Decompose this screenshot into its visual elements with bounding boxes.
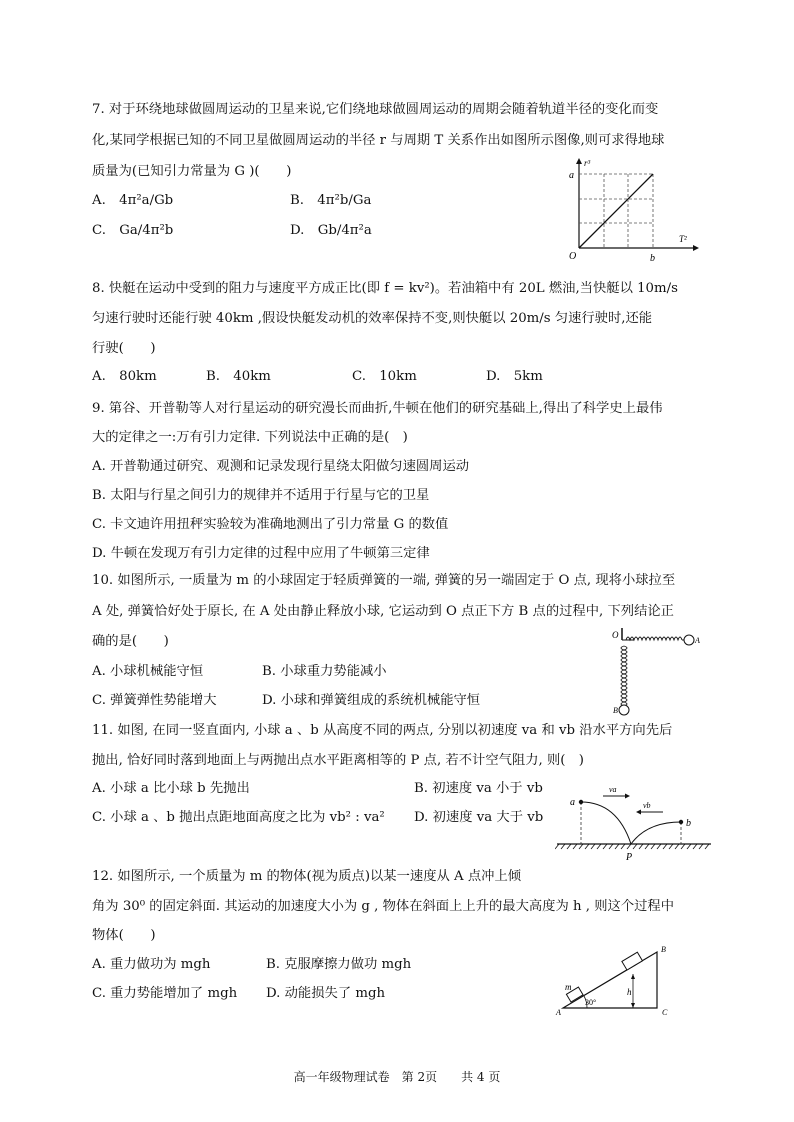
q8-option-c: C. 10km bbox=[352, 369, 417, 384]
q8-line2: 匀速行驶时还能行驶 40km ,假设快艇发动机的效率保持不变,则快艇以 20m/s 匀速行驶时,还能 bbox=[92, 311, 653, 326]
q9-line2: 大的定律之一:万有引力定律. 下列说法中正确的是( ) bbox=[92, 430, 408, 445]
q10-line2: A 处, 弹簧恰好处于原长, 在 A 处由静止释放小球, 它运动到 O 点正下方 B 点的过程中, 下列结论正 bbox=[92, 604, 674, 619]
q10-option-c: C. 弹簧弹性势能增大 bbox=[92, 693, 217, 708]
q12-angle-label: 30° bbox=[585, 998, 597, 1007]
q12-h-label: h bbox=[627, 987, 632, 997]
page-footer: 高一年级物理试卷 第 2页 共 4 页 bbox=[293, 1070, 501, 1084]
q12-option-a: A. 重力做功为 mgh bbox=[92, 957, 211, 972]
q9-line1: 9. 第谷、开普勒等人对行星运动的研究漫长而曲折,牛顿在他们的研究基础上,得出了科学史上最伟 bbox=[92, 401, 663, 416]
q10-option-d: D. 小球和弹簧组成的系统机械能守恒 bbox=[262, 693, 481, 708]
q8-line3: 行驶( ) bbox=[92, 341, 156, 356]
q9-option-d: D. 牛顿在发现万有引力定律的过程中应用了牛顿第三定律 bbox=[92, 546, 430, 561]
q10-o-label: O bbox=[612, 630, 619, 640]
q12-m-label: m bbox=[565, 982, 572, 992]
q12-option-c: C. 重力势能增加了 mgh bbox=[92, 986, 238, 1001]
q7-option-d: D. Gb/4π²a bbox=[290, 223, 372, 238]
q12-option-d: D. 动能损失了 mgh bbox=[266, 986, 386, 1001]
q7-b-label: b bbox=[650, 253, 655, 264]
q11-projectile-figure bbox=[555, 782, 715, 864]
q12-line1: 12. 如图所示, 一个质量为 m 的物体(视为质点)以某一速度从 A 点冲上倾 bbox=[92, 869, 522, 884]
q12-a-label: A bbox=[556, 1008, 561, 1016]
q12-incline-figure bbox=[553, 940, 678, 1016]
q11-option-b: B. 初速度 va 小于 vb bbox=[414, 781, 543, 796]
q11-p-label: P bbox=[626, 852, 633, 863]
q9-option-a: A. 开普勒通过研究、观测和记录发现行星绕太阳做匀速圆周运动 bbox=[92, 459, 470, 474]
q12-line3: 物体( ) bbox=[92, 928, 156, 943]
q11-option-c: C. 小球 a 、b 抛出点距地面高度之比为 vb² : va² bbox=[92, 810, 385, 825]
q8-option-d: D. 5km bbox=[486, 369, 543, 384]
q8-option-b: B. 40km bbox=[206, 369, 271, 384]
q7-option-a: A. 4π²a/Gb bbox=[92, 193, 174, 208]
q10-option-a: A. 小球机械能守恒 bbox=[92, 664, 204, 679]
q7-line2: 化,某同学根据已知的不同卫星做圆周运动的半径 r 与周期 T 关系作出如图所示图像,则可求得地球 bbox=[92, 133, 665, 148]
q11-line1: 11. 如图, 在同一竖直面内, 小球 a 、b 从高度不同的两点, 分别以初速度 va 和 vb 沿水平方向先后 bbox=[92, 723, 673, 738]
q11-option-d: D. 初速度 va 大于 vb bbox=[414, 810, 544, 825]
q7-y-label: r³ bbox=[584, 158, 591, 168]
q10-line1: 10. 如图所示, 一质量为 m 的小球固定于轻质弹簧的一端, 弹簧的另一端固定于 O 点, 现将小球拉至 bbox=[92, 573, 676, 588]
q10-b-label: B bbox=[613, 706, 618, 715]
q11-a-label: a bbox=[570, 797, 575, 808]
q7-a-label: a bbox=[569, 170, 574, 181]
q11-option-a: A. 小球 a 比小球 b 先抛出 bbox=[92, 781, 250, 796]
q7-x-label: T² bbox=[679, 234, 687, 244]
q7-origin-label: O bbox=[569, 251, 577, 262]
q11-b-label: b bbox=[686, 818, 691, 829]
q7-graph bbox=[565, 158, 700, 266]
q8-option-a: A. 80km bbox=[92, 369, 157, 384]
q12-c-label: C bbox=[662, 1008, 668, 1016]
q7-option-b: B. 4π²b/Ga bbox=[290, 193, 372, 208]
q10-option-b: B. 小球重力势能减小 bbox=[262, 664, 387, 679]
q12-line2: 角为 30⁰ 的固定斜面. 其运动的加速度大小为 g , 物体在斜面上上升的最大高度为 h , 则这个过程中 bbox=[92, 899, 675, 914]
q7-line3: 质量为(已知引力常量为 G )( ) bbox=[92, 164, 292, 179]
q11-line2: 抛出, 恰好同时落到地面上与两抛出点水平距离相等的 P 点, 若不计空气阻力, 则( ) bbox=[92, 753, 584, 768]
q11-vb-label: vb bbox=[643, 801, 651, 810]
q9-option-c: C. 卡文迪许用扭秤实验较为准确地测出了引力常量 G 的数值 bbox=[92, 517, 449, 532]
q8-line1: 8. 快艇在运动中受到的阻力与速度平方成正比(即 f = kv²)。若油箱中有 20L 燃油,当快艇以 10m/s bbox=[92, 281, 678, 296]
q9-option-b: B. 太阳与行星之间引力的规律并不适用于行星与它的卫星 bbox=[92, 488, 430, 503]
q7-line1: 7. 对于环绕地球做圆周运动的卫星来说,它们绕地球做圆周运动的周期会随着轨道半径的变化而变 bbox=[92, 102, 659, 117]
q10-line3: 确的是( ) bbox=[92, 634, 169, 649]
q12-option-b: B. 克服摩擦力做功 mgh bbox=[266, 957, 412, 972]
q12-b-label: B bbox=[661, 945, 666, 954]
q11-va-label: va bbox=[609, 785, 617, 794]
q10-a-label: A bbox=[695, 636, 700, 645]
q7-option-c: C. Ga/4π²b bbox=[92, 223, 174, 238]
q10-spring-figure bbox=[610, 626, 702, 722]
